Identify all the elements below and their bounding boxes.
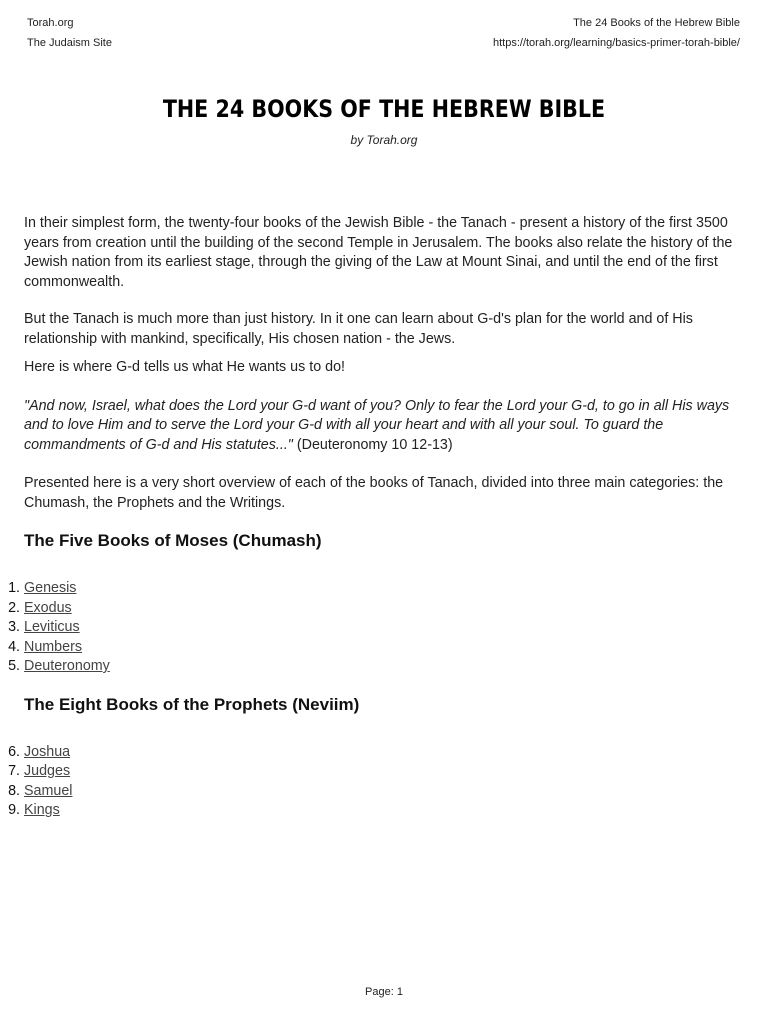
- book-list-chumash: [8, 579, 740, 677]
- book-link-leviticus[interactable]: Leviticus: [24, 619, 80, 635]
- book-link-judges[interactable]: Judges: [24, 763, 71, 779]
- list-item: [8, 762, 740, 782]
- list-number: 6.: [8, 743, 20, 760]
- book-link-joshua[interactable]: Joshua: [24, 743, 71, 760]
- page-number: Page: 1: [365, 986, 403, 998]
- page-title: THE 24 BOOKS OF THE HEBREW BIBLE: [162, 95, 606, 123]
- book-link-genesis[interactable]: Genesis: [24, 580, 77, 596]
- paragraph-quote: [24, 397, 740, 456]
- doc-title-header: The 24 Books of the Hebrew Bible: [573, 17, 740, 29]
- article-body: [8, 214, 740, 821]
- quote-text: "And now, Israel, what does the Lord your G-d want of you? Only to fear the Lord your G-d, to go in all His ways and to love Him and to serve the Lord your G-d with all your heart and with all your soul. To guard the commandments of G-d and His statutes...": [24, 397, 730, 453]
- list-item: [8, 579, 740, 599]
- paragraph-intro: In their simplest form, the twenty-four books of the Jewish Bible - the Tanach - present a history of the first 3500 years from creation until the building of the second Temple in Jerusalem. The books also relate the history of the Jewish nation from its earliest stage, through the giving of the Law at Mount Sinai, and until the end of the first commonwealth.: [24, 215, 733, 290]
- list-item: [8, 599, 740, 619]
- list-item: [8, 638, 740, 658]
- list-number: 1.: [8, 580, 20, 596]
- paragraph-more-than-history: But the Tanach is much more than just history. In it one can learn about G-d's plan for the world and of His relationship with mankind, specifically, His chosen nation - the Jews.: [24, 311, 693, 347]
- paragraph-here-is: Here is where G-d tells us what He wants us to do!: [24, 359, 346, 375]
- list-item: [8, 743, 740, 763]
- list-number: 8.: [8, 782, 20, 799]
- book-link-numbers[interactable]: Numbers: [24, 638, 82, 655]
- list-item: [8, 618, 740, 638]
- section-heading-chumash: The Five Books of Moses (Chumash): [24, 531, 322, 550]
- byline: by Torah.org: [350, 133, 418, 147]
- list-number: 4.: [8, 638, 20, 655]
- book-link-deuteronomy[interactable]: Deuteronomy: [24, 658, 110, 674]
- list-number: 9.: [8, 802, 20, 818]
- paragraph-overview: Presented here is a very short overview of each of the books of Tanach, divided into three main categories: the Chumash, the Prophets and the Writings.: [24, 475, 724, 511]
- header-left: [27, 13, 112, 53]
- page-url: https://torah.org/learning/basics-primer-torah-bible/: [492, 37, 740, 49]
- list-number: 2.: [8, 599, 20, 616]
- list-number: 7.: [8, 763, 20, 779]
- site-name: Torah.org: [27, 17, 74, 29]
- book-link-samuel[interactable]: Samuel: [24, 782, 73, 799]
- list-item: [8, 801, 740, 821]
- section-heading-neviim: The Eight Books of the Prophets (Neviim): [24, 694, 360, 714]
- site-tagline: The Judaism Site: [27, 37, 112, 49]
- book-link-exodus[interactable]: Exodus: [24, 599, 72, 616]
- list-item: [8, 782, 740, 802]
- list-item: [8, 657, 740, 677]
- book-list-neviim: [8, 743, 740, 821]
- header-right: [493, 13, 740, 53]
- list-number: 3.: [8, 619, 20, 635]
- quote-reference: (Deuteronomy 10 12-13): [292, 436, 453, 453]
- list-number: 5.: [8, 658, 20, 674]
- book-link-kings[interactable]: Kings: [24, 802, 60, 818]
